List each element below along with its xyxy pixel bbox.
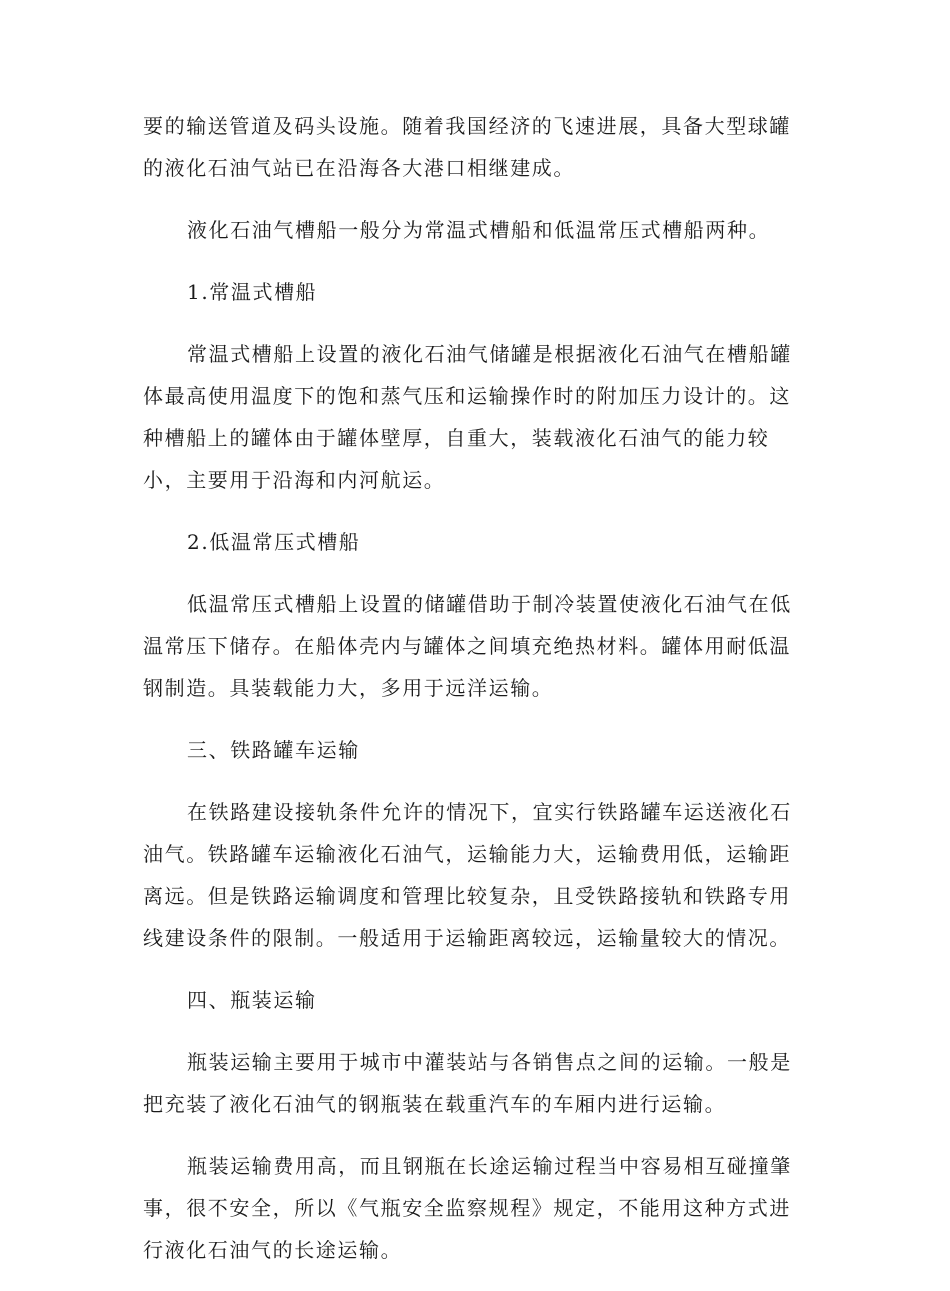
paragraph-bottled-safety: 瓶装运输费用高，而且钢瓶在长途运输过程当中容易相互碰撞肇事，很不安全，所以《气瓶安全监察规程》规定，不能用这种方式进行液化石油气的长途运输。 [143, 1154, 792, 1262]
paragraph-bottled-transport: 瓶装运输主要用于城市中灌装站与各销售点之间的运输。一般是把充装了液化石油气的钢瓶装在载重汽车的车厢内进行运输。 [143, 1050, 792, 1116]
heading-rail-tank-car: 三、铁路罐车运输 [187, 738, 360, 762]
heading-ambient-tanker: 1.常温式槽船 [187, 280, 318, 304]
paragraph-continuation: 要的输送管道及码头设施。随着我国经济的飞速进展，具备大型球罐的液化石油气站已在沿海各大港口相继建成。 [143, 114, 791, 180]
heading-low-temp-tanker: 2.低温常压式槽船 [187, 530, 361, 554]
paragraph-ambient-tanker: 常温式槽船上设置的液化石油气储罐是根据液化石油气在槽船罐体最高使用温度下的饱和蒸气压和运输操作时的附加压力设计的。这种槽船上的罐体由于罐体壁厚，自重大，装载液化石油气的能力较小，主要用于沿海和内河航运。 [143, 342, 792, 492]
heading-bottled-transport: 四、瓶装运输 [187, 988, 317, 1012]
document-body [143, 105, 803, 1291]
paragraph-low-temp-tanker: 低温常压式槽船上设置的储罐借助于制冷装置使液化石油气在低温常压下储存。在船体壳内与罐体之间填充绝热材料。罐体用耐低温钢制造。具装载能力大，多用于远洋运输。 [143, 592, 792, 700]
paragraph-rail-tank-car: 在铁路建设接轨条件允许的情况下，宜实行铁路罐车运送液化石油气。铁路罐车运输液化石油气，运输能力大，运输费用低，运输距离远。但是铁路运输调度和管理比较复杂，且受铁路接轨和铁路专用线建设条件的限制。一般适用于运输距离较远，运输量较大的情况。 [143, 800, 792, 950]
paragraph-tanker-types: 液化石油气槽船一般分为常温式槽船和低温常压式槽船两种。 [187, 218, 771, 242]
